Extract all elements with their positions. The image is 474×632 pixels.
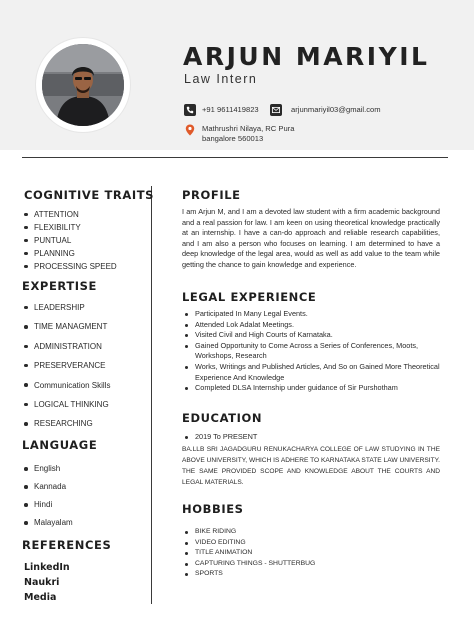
email-icon bbox=[270, 104, 282, 116]
list-item: PROCESSING SPEED bbox=[24, 260, 117, 273]
references-list bbox=[24, 560, 70, 605]
list-item: Communication Skills bbox=[24, 376, 110, 395]
candidate-role: Law Intern bbox=[184, 72, 258, 86]
address-line-1: Mathrushri Nilaya, RC Pura bbox=[202, 124, 295, 133]
list-item: Malayalam bbox=[24, 514, 73, 532]
location-pin-icon bbox=[184, 124, 196, 136]
phone-icon bbox=[184, 104, 196, 116]
list-item: Works, Writings and Published Articles, And So on Gained More Theoretical Experience And Knowledge bbox=[184, 362, 442, 383]
list-item: Attended Lok Adalat Meetings. bbox=[184, 320, 442, 331]
list-item: LOGICAL THINKING bbox=[24, 395, 110, 414]
list-item: TIME MANAGMENT bbox=[24, 317, 110, 336]
list-item: Kannada bbox=[24, 478, 73, 496]
list-item: ATTENTION bbox=[24, 208, 117, 221]
list-item: Participated In Many Legal Events. bbox=[184, 309, 442, 320]
education-heading: EDUCATION bbox=[182, 411, 263, 425]
list-item: Gained Opportunity to Come Across a Series of Conferences, Moots, Workshops, Research bbox=[184, 341, 442, 362]
cognitive-traits-heading: COGNITIVE TRAITS bbox=[24, 188, 155, 202]
language-heading: LANGUAGE bbox=[22, 438, 98, 452]
list-item: TITLE ANIMATION bbox=[184, 548, 442, 559]
expertise-heading: EXPERTISE bbox=[22, 279, 98, 293]
list-item: CAPTURING THINGS - SHUTTERBUG bbox=[184, 559, 442, 570]
address-line-2: bangalore 560013 bbox=[202, 134, 264, 143]
list-item: SPORTS bbox=[184, 569, 442, 580]
list-item: PLANNING bbox=[24, 247, 117, 260]
legal-experience-heading: LEGAL EXPERIENCE bbox=[182, 290, 317, 304]
candidate-name: ARJUN MARIYIL bbox=[183, 42, 430, 71]
list-item: English bbox=[24, 460, 73, 478]
expertise-list bbox=[24, 298, 110, 434]
list-item: PUNTUAL bbox=[24, 234, 117, 247]
reference-link-naukri[interactable]: Naukri bbox=[24, 577, 60, 588]
profile-photo bbox=[42, 44, 124, 126]
column-divider bbox=[151, 186, 152, 604]
list-item: RESEARCHING bbox=[24, 414, 110, 433]
profile-text: I am Arjun M, and I am a devoted law student with a firm academic background and a real passion for law. I am keen on using theoretical knowledge practically at an internship. I have a can-do approach and reliable research capabilities, and I am also a person who focuses on learning. I am determined to have a deep knowledge of the legal area, would as well as add value to the team while getting the chance to gain knowledge and experience. bbox=[182, 207, 440, 269]
education-details: BA.LLB SRI JAGADGURU RENUKACHARYA COLLEGE OF LAW STUDYING IN THE ABOVE UNIVERSITY, WHICH IS ADHERE TO KARNATAKA STATE LAW UNIVERSITY. THE SAME PROVIDED SCOPE AND KNOWLEDGE ABOUT THE COURTS AND LEGAL MATERIALS. bbox=[182, 446, 440, 486]
hobbies-heading: HOBBIES bbox=[182, 502, 244, 516]
profile-photo-frame bbox=[36, 38, 130, 132]
list-item: PRESERVERANCE bbox=[24, 356, 110, 375]
cognitive-traits-list bbox=[24, 208, 117, 273]
hobbies-list bbox=[184, 527, 442, 580]
reference-link-linkedin[interactable]: LinkedIn bbox=[24, 562, 70, 573]
legal-experience-list bbox=[184, 309, 442, 394]
list-item: ADMINISTRATION bbox=[24, 337, 110, 356]
list-item: Hindi bbox=[24, 496, 73, 514]
language-list bbox=[24, 460, 73, 532]
list-item: FLEXIBILITY bbox=[24, 221, 117, 234]
list-item: VIDEO EDITING bbox=[184, 538, 442, 549]
profile-heading: PROFILE bbox=[182, 188, 241, 202]
email-address[interactable]: arjunmariyil03@gmail.com bbox=[291, 105, 381, 114]
header-divider bbox=[22, 157, 448, 158]
list-item: Visited Civil and High Courts of Karnataka. bbox=[184, 330, 442, 341]
phone-number[interactable]: +91 9611419823 bbox=[202, 105, 259, 114]
education-period-list bbox=[184, 432, 442, 443]
list-item: LEADERSHIP bbox=[24, 298, 110, 317]
references-heading: REFERENCES bbox=[22, 538, 112, 552]
education-period: 2019 To PRESENT bbox=[184, 432, 442, 443]
list-item: Completed DLSA Internship under guidance of Sir Purshotham bbox=[184, 383, 442, 394]
list-item: BIKE RIDING bbox=[184, 527, 442, 538]
reference-link-media[interactable]: Media bbox=[24, 592, 57, 603]
